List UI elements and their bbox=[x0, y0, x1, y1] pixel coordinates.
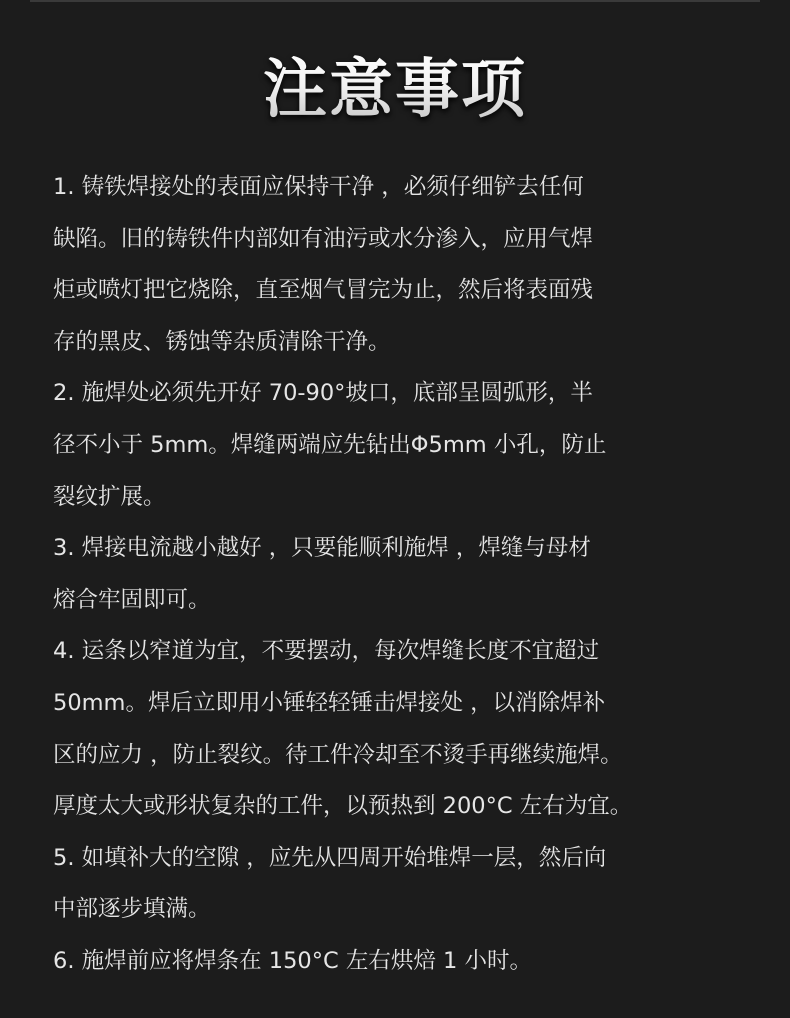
text-line: 径不小于 5mm。焊缝两端应先钻出Φ5mm 小孔，防止 bbox=[53, 431, 607, 458]
text-line: 5. 如填补大的空隙 ，应先从四周开始堆焊一层，然后向 bbox=[53, 844, 607, 871]
text-line: 区的应力 ，防止裂纹。待工件冷却至不烫手再继续施焊。 bbox=[53, 741, 623, 768]
text-line: 6. 施焊前应将焊条在 150°C 左右烘焙 1 小时。 bbox=[53, 947, 532, 974]
text-line: 3. 焊接电流越小越好 ，只要能顺利施焊 ，焊缝与母材 bbox=[53, 535, 591, 562]
text-line: 厚度太大或形状复杂的工件，以预热到 200°C 左右为宜。 bbox=[53, 793, 633, 820]
text-line: 4. 运条以窄道为宜，不要摆动，每次焊缝长度不宜超过 bbox=[53, 638, 600, 665]
text-line: 2. 施焊处必须先开好 70-90°坡口，底部呈圆弧形，半 bbox=[53, 380, 593, 407]
text-line: 炬或喷灯把它烧除，直至烟气冒完为止，然后将表面残 bbox=[53, 277, 594, 304]
notes-text bbox=[53, 162, 790, 988]
page-title: 注意事项 bbox=[0, 48, 790, 132]
text-line: 裂纹扩展。 bbox=[53, 483, 166, 510]
text-line: 1. 铸铁焊接处的表面应保持干净 ，必须仔细铲去任何 bbox=[53, 174, 584, 200]
top-divider bbox=[30, 0, 760, 2]
text-line: 缺陷。旧的铸铁件内部如有油污或水分渗入，应用气焊 bbox=[53, 225, 594, 252]
text-line: 存的黑皮、锈蚀等杂质清除干净。 bbox=[53, 328, 391, 355]
text-line: 50mm。焊后立即用小锤轻轻锤击焊接处 ，以消除焊补 bbox=[53, 689, 606, 716]
text-line: 熔合牢固即可。 bbox=[53, 586, 211, 613]
text-line: 中部逐步填满。 bbox=[53, 896, 211, 923]
